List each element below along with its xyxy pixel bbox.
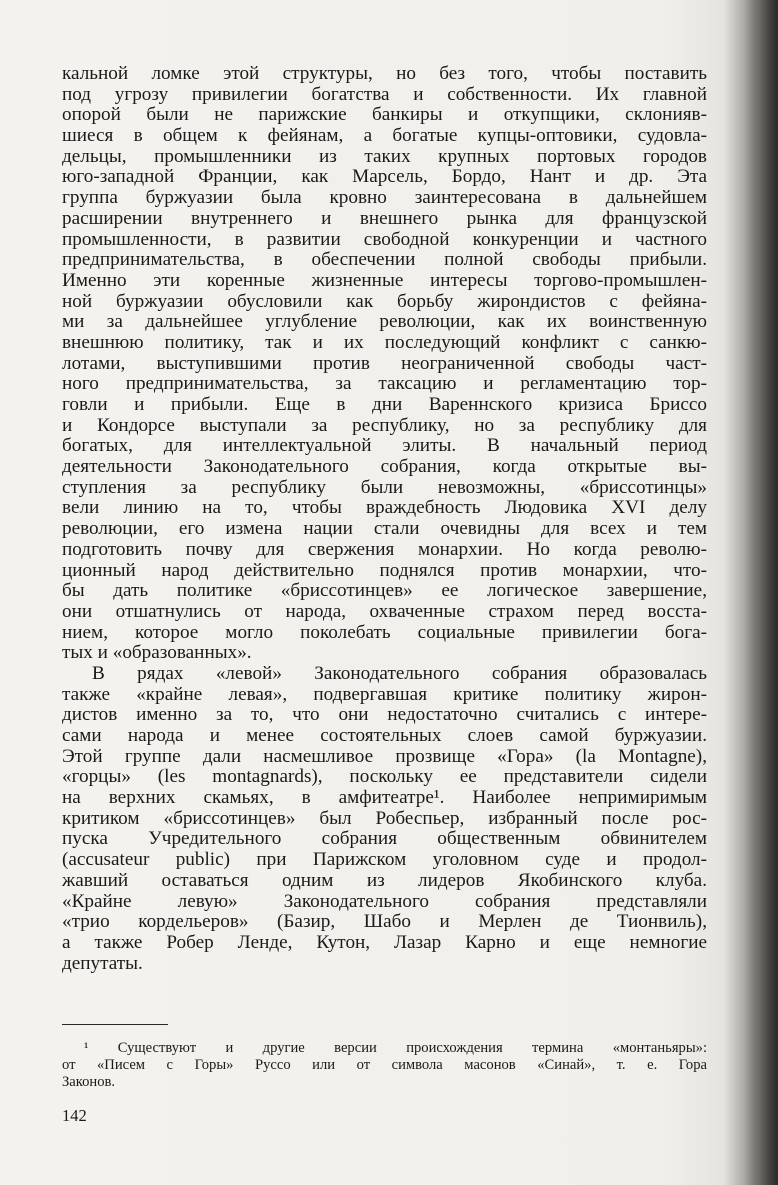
text-line: ми за дальнейшее углубление революции, как их воинственную <box>62 311 707 333</box>
page-number: 142 <box>62 1106 87 1125</box>
text-line: жавший оставаться одним из лидеров Якобинского клуба. <box>62 869 707 891</box>
text-line: бы дать политике «бриссотинцев» ее логическое завершение, <box>62 580 707 602</box>
text-line: предпринимательства, в обеспечении полной свободы прибыли. <box>62 249 707 271</box>
text-line: ционный народ действительно поднялся против монархии, что- <box>62 559 707 581</box>
footnote-line: от «Писем с Горы» Руссо или от символа масонов «Синай», т. е. Гора <box>62 1057 707 1073</box>
text-line: ступления за республику были невозможны, «бриссотинцы» <box>62 476 707 498</box>
paragraph-end-line: тых и «образованных». <box>62 642 252 664</box>
text-line: сами народа и менее состоятельных слоев самой буржуазии. <box>62 725 707 746</box>
paragraph-start-line: В рядах «левой» Законодательного собрания образовалась <box>92 662 707 684</box>
text-line: вели линию на то, чтобы враждебность Людовика XVI делу <box>62 497 707 519</box>
text-line: подготовить почву для свержения монархии. Но когда револю- <box>62 538 707 560</box>
footnote-divider <box>62 1024 168 1025</box>
text-line: кальной ломке этой структуры, но без того, чтобы поставить <box>62 63 707 84</box>
text-line: также «крайне левая», подвергавшая критике политику жирон- <box>62 683 707 705</box>
footnote <box>62 1040 707 1091</box>
text-line: шиеся в общем к фейянам, а богатые купцы-оптовики, судовла- <box>62 125 707 147</box>
text-line: промышленности, в развитии свободной конкуренции и частного <box>62 228 707 250</box>
text-line: под угрозу привилегии богатства и собственности. Их главной <box>62 83 707 105</box>
text-line: ного предпринимательства, за таксацию и регламентацию тор- <box>62 373 707 395</box>
text-line: они отшатнулись от народа, охваченные страхом перед восста- <box>62 600 707 622</box>
footnote-line: ¹ Существуют и другие версии происхождения термина «монтаньяры»: <box>84 1040 707 1056</box>
text-line: «Крайне левую» Законодательного собрания представляли <box>62 890 707 912</box>
text-line: на верхних скамьях, в амфитеатре¹. Наиболее непримиримым <box>62 787 707 809</box>
paragraph-end-line: депутаты. <box>62 952 143 974</box>
text-line: пуска Учредительного собрания общественным обвинителем <box>62 828 707 850</box>
text-line: (accusateur public) при Парижском уголовном суде и продол- <box>62 849 707 871</box>
text-line: юго-западной Франции, как Марсель, Бордо, Нант и др. Эта <box>62 166 707 188</box>
text-line: критиком «бриссотинцев» был Робеспьер, избранный после рос- <box>62 807 707 829</box>
text-line: Этой группе дали насмешливое прозвище «Гора» (la Montagne), <box>62 745 707 767</box>
main-text <box>62 64 707 974</box>
text-line: богатых, для интеллектуальной элиты. В начальный период <box>62 435 707 457</box>
text-line: дистов именно за то, что они недостаточно считались с интере- <box>62 704 707 726</box>
footnote-line: Законов. <box>62 1074 116 1090</box>
text-line: «горцы» (les montagnards), поскольку ее представители сидели <box>62 766 707 788</box>
text-line: а также Робер Ленде, Кутон, Лазар Карно и еще немногие <box>62 931 707 953</box>
text-line: деятельности Законодательного собрания, когда открытые вы- <box>62 456 707 478</box>
text-line: революции, его измена нации стали очевидны для всех и тем <box>62 518 707 540</box>
text-line: опорой были не парижские банкиры и откупщики, склонияв- <box>62 104 707 126</box>
text-line: группа буржуазии была кровно заинтересована в дальнейшем <box>62 187 707 209</box>
text-line: и Кондорсе выступали за республику, но за республику для <box>62 414 707 436</box>
text-line: лотами, выступившими против неограниченной свободы част- <box>62 352 707 374</box>
text-line: дельцы, промышленники из таких крупных портовых городов <box>62 145 707 167</box>
text-line: внешнюю политику, так и их последующий конфликт с санкю- <box>62 331 707 353</box>
text-line: Именно эти коренные жизненные интересы торгово-промышлен- <box>62 269 707 291</box>
binding-shadow <box>744 0 778 1185</box>
text-line: нием, которое могло поколебать социальные привилегии бога- <box>62 621 707 643</box>
text-line: «трио кордельеров» (Базир, Шабо и Мерлен де Тионвиль), <box>62 911 707 933</box>
text-line: ной буржуазии обусловили как борьбу жирондистов с фейяна- <box>62 290 707 312</box>
text-line: говли и прибыли. Еще в дни Вареннского кризиса Бриссо <box>62 394 707 415</box>
text-line: расширении внутреннего и внешнего рынка для французской <box>62 207 707 229</box>
